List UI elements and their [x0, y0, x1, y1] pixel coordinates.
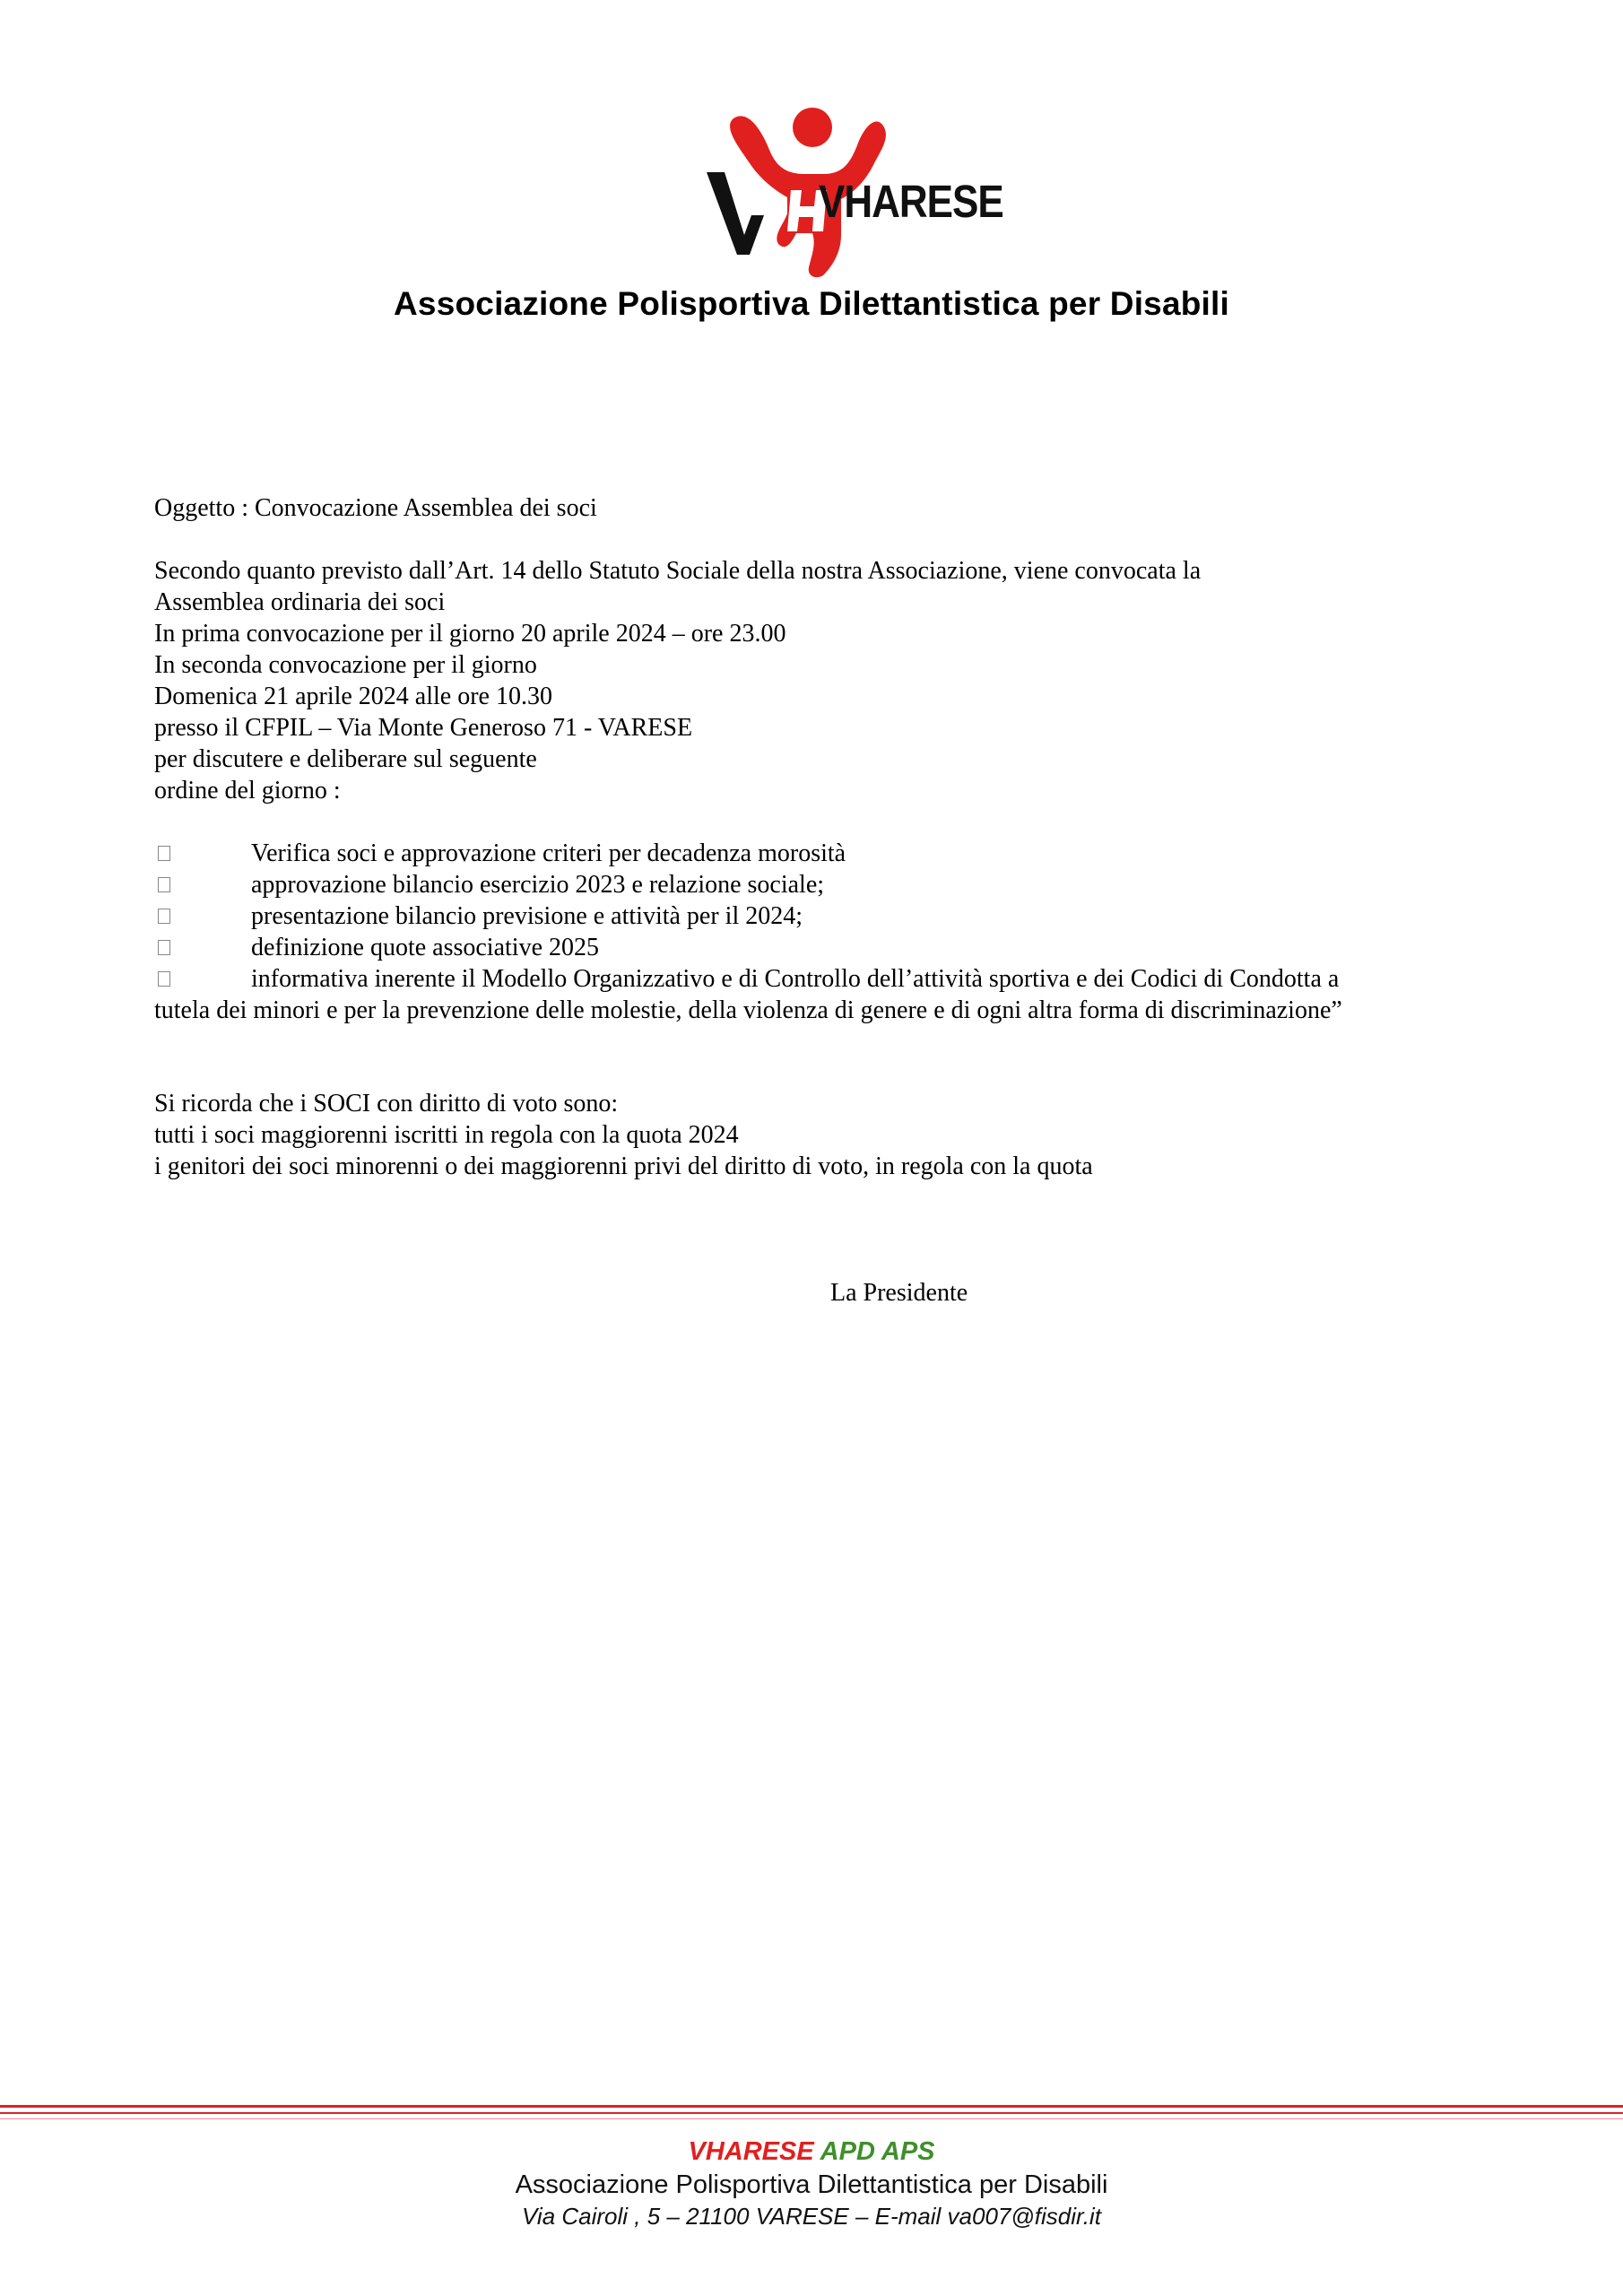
intro-line: ordine del giorno : [154, 777, 341, 804]
vharese-logo [698, 100, 1003, 280]
bullet-box-icon [158, 909, 170, 924]
agenda-item-text: Verifica soci e approvazione criteri per decadenza morosità [251, 839, 846, 867]
footer-brand-green: APD APS [820, 2137, 935, 2166]
intro-line: presso il CFPIL – Via Monte Generoso 71 - VARESE [154, 714, 693, 742]
agenda-item-continuation: tutela dei minori e per la prevenzione delle molestie, della violenza di genere e di ogni altra forma di discriminazione” [154, 996, 1342, 1024]
footer-address: Via Cairoli , 5 – 21100 VARESE – E-mail va007@fisdir.it [522, 2203, 1101, 2230]
intro-line: Domenica 21 aprile 2024 alle ore 10.30 [154, 683, 552, 710]
voters-section [154, 1088, 1481, 1182]
footer-brand-red: VHARESE [688, 2137, 814, 2166]
voters-line: tutti i soci maggiorenni iscritti in regola con la quota 2024 [154, 1121, 739, 1149]
intro-line: In prima convocazione per il giorno 20 aprile 2024 – ore 23.00 [154, 620, 786, 648]
agenda-item [154, 838, 1481, 869]
agenda-item-text: approvazione bilancio esercizio 2023 e relazione sociale; [251, 871, 825, 899]
agenda-item-text: presentazione bilancio previsione e attività per il 2024; [251, 902, 803, 930]
bullet-box-icon [158, 940, 170, 955]
intro-line: Secondo quanto previsto dall’Art. 14 dello Statuto Sociale della nostra Associazione, viene convocata la [154, 557, 1202, 585]
footer-divider [0, 2118, 1623, 2119]
footer-divider [0, 2112, 1623, 2114]
agenda-item [154, 932, 1481, 963]
voters-line: i genitori dei soci minorenni o dei maggiorenni privi del diritto di voto, in regola con la quota [154, 1152, 1093, 1180]
agenda-item [154, 900, 1481, 932]
bullet-box-icon [158, 971, 170, 987]
bullet-box-icon [158, 846, 170, 861]
intro-line: In seconda convocazione per il giorno [154, 651, 537, 679]
footer-association-name: Associazione Polisportiva Dilettantistica per Disabili [515, 2170, 1108, 2199]
agenda-item [154, 869, 1481, 900]
intro-line: Assemblea ordinaria dei soci [154, 588, 446, 616]
letter-subject: Oggetto : Convocazione Assemblea dei soci [154, 494, 597, 522]
agenda-item-text: definizione quote associative 2025 [251, 934, 599, 961]
footer-brand [0, 2135, 1623, 2169]
footer [0, 2135, 1623, 2231]
footer-divider [0, 2105, 1623, 2108]
signature: La Presidente [830, 1279, 968, 1307]
intro-line: per discutere e deliberare sul seguente [154, 745, 537, 773]
voters-line: Si ricorda che i SOCI con diritto di voto sono: [154, 1090, 619, 1118]
letter-intro [154, 555, 1481, 806]
association-title: Associazione Polisportiva Dilettantistica per Disabili [394, 285, 1229, 322]
logo-text: VHARESE [819, 177, 1003, 228]
agenda-item-text: informativa inerente il Modello Organizzativo e di Controllo dell’attività sportiva e dei Codici di Condotta a [251, 965, 1340, 993]
agenda-item [154, 963, 1481, 995]
bullet-box-icon [158, 877, 170, 892]
agenda-list [154, 838, 1481, 1026]
